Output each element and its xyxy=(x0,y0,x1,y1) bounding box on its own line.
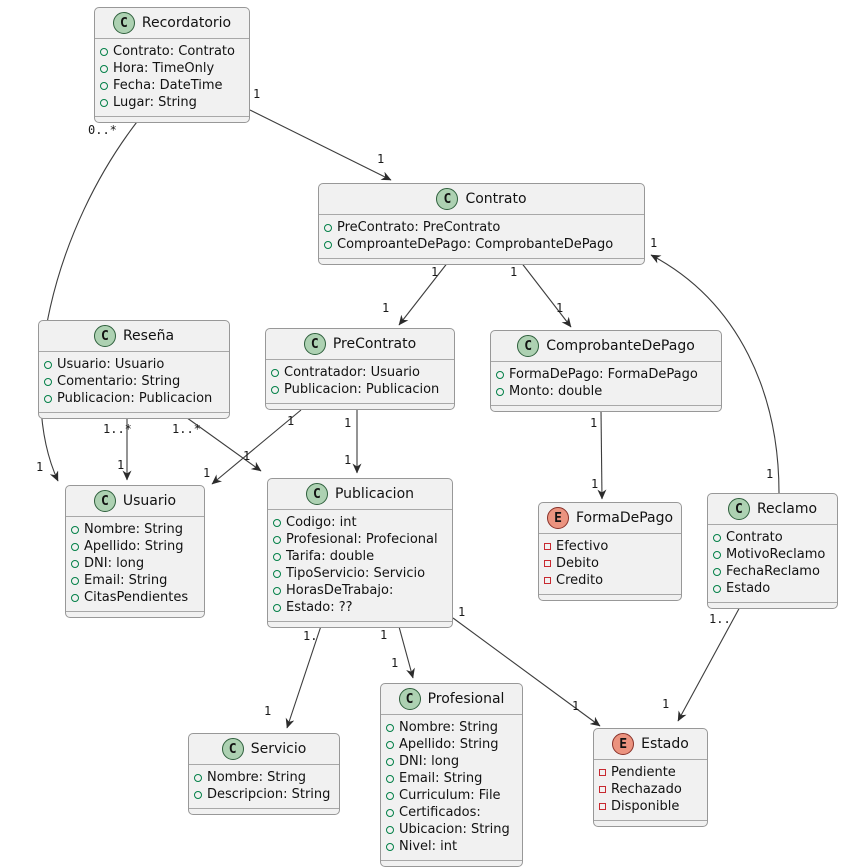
multiplicity-label: 1 xyxy=(287,414,295,428)
member-text: Tarifa: double xyxy=(286,549,375,564)
member-text: Monto: double xyxy=(509,384,603,399)
member-text: Disponible xyxy=(611,799,680,814)
field-visibility-icon xyxy=(324,224,332,232)
class-spot-icon: C xyxy=(94,490,116,512)
members-compartment xyxy=(189,764,339,809)
enum-item xyxy=(599,764,701,781)
class-box-recordatorio xyxy=(94,7,250,123)
class-title-bar xyxy=(491,331,721,361)
class-member xyxy=(713,546,831,563)
class-member xyxy=(496,383,715,400)
field-visibility-icon xyxy=(386,758,394,766)
class-member xyxy=(713,563,831,580)
member-text: Nombre: String xyxy=(399,720,498,735)
member-text: Publicacion: Publicacion xyxy=(57,391,213,406)
member-text: Estado: ?? xyxy=(286,600,353,615)
class-member xyxy=(194,786,333,803)
member-text: Debito xyxy=(556,556,599,571)
class-member xyxy=(273,531,446,548)
enum-item xyxy=(544,572,675,589)
enum-box-formadepago xyxy=(538,502,682,601)
class-box-contrato xyxy=(318,183,645,265)
field-visibility-icon xyxy=(273,570,281,578)
multiplicity-label: 1 xyxy=(380,628,388,642)
multiplicity-label: 1 xyxy=(36,460,44,474)
member-text: Lugar: String xyxy=(113,95,197,110)
member-text: Efectivo xyxy=(556,539,609,554)
field-visibility-icon xyxy=(44,361,52,369)
member-text: Publicacion: Publicacion xyxy=(284,382,440,397)
member-text: FormaDePago: FormaDePago xyxy=(509,367,698,382)
members-compartment xyxy=(66,516,204,612)
class-spot-icon: C xyxy=(399,688,421,710)
enum-spot-icon: E xyxy=(547,507,569,529)
class-name: Contrato xyxy=(465,191,527,207)
methods-compartment-empty xyxy=(268,622,452,627)
member-text: Contrato xyxy=(726,530,783,545)
class-box-servicio xyxy=(188,733,340,815)
field-visibility-icon xyxy=(100,82,108,90)
multiplicity-label: 1 xyxy=(264,704,272,718)
field-visibility-icon xyxy=(271,369,279,377)
field-visibility-icon xyxy=(100,65,108,73)
enum-item xyxy=(599,798,701,815)
member-text: Ubicacion: String xyxy=(399,822,510,837)
enum-item-icon xyxy=(599,803,606,810)
member-text: HorasDeTrabajo: xyxy=(286,583,394,598)
class-spot-icon: C xyxy=(306,483,328,505)
member-text: Profesional: Profecional xyxy=(286,532,438,547)
multiplicity-label: 1 xyxy=(431,265,439,279)
class-box-reclamo xyxy=(707,493,838,609)
class-title-bar xyxy=(594,729,707,759)
member-text: Curriculum: File xyxy=(399,788,501,803)
class-member xyxy=(386,838,516,855)
class-title-bar xyxy=(66,486,204,516)
class-title-bar xyxy=(381,684,522,714)
field-visibility-icon xyxy=(386,843,394,851)
class-name: Publicacion xyxy=(334,486,415,502)
class-member xyxy=(271,381,448,398)
edge-publicacion-to-profesional xyxy=(398,623,413,678)
class-member xyxy=(194,769,333,786)
class-member xyxy=(100,94,243,111)
member-text: Email: String xyxy=(399,771,483,786)
multiplicity-label: 1 xyxy=(662,697,670,711)
field-visibility-icon xyxy=(100,99,108,107)
multiplicity-label: 1 xyxy=(344,453,352,467)
multiplicity-label: 1 xyxy=(377,152,385,166)
member-text: Hora: TimeOnly xyxy=(113,61,215,76)
methods-compartment-empty xyxy=(381,861,522,866)
class-name: Reseña xyxy=(122,328,175,344)
member-text: Nombre: String xyxy=(84,522,183,537)
field-visibility-icon xyxy=(271,386,279,394)
members-compartment xyxy=(594,759,707,821)
class-member xyxy=(44,390,223,407)
edge-contrato-to-comprobantedepago xyxy=(517,257,571,327)
class-title-bar xyxy=(189,734,339,764)
field-visibility-icon xyxy=(71,526,79,534)
multiplicity-label: 1 xyxy=(243,449,251,463)
multiplicity-label: 1.. xyxy=(709,612,731,626)
field-visibility-icon xyxy=(71,577,79,585)
class-member xyxy=(713,580,831,597)
edge-comprobantedepago-to-formadepago xyxy=(601,410,602,499)
class-box-precontrato xyxy=(265,328,455,410)
field-visibility-icon xyxy=(713,551,721,559)
members-compartment xyxy=(268,509,452,622)
field-visibility-icon xyxy=(100,48,108,56)
field-visibility-icon xyxy=(496,388,504,396)
field-visibility-icon xyxy=(713,585,721,593)
class-box-publicacion xyxy=(267,478,453,628)
enum-spot-icon: E xyxy=(612,733,634,755)
multiplicity-label: 1..* xyxy=(103,422,132,436)
multiplicity-label: 0..* xyxy=(88,123,117,137)
field-visibility-icon xyxy=(273,519,281,527)
enum-item-icon xyxy=(544,577,551,584)
multiplicity-label: 1 xyxy=(458,605,466,619)
field-visibility-icon xyxy=(273,587,281,595)
member-text: Comentario: String xyxy=(57,374,181,389)
member-text: Estado xyxy=(726,581,771,596)
member-text: Email: String xyxy=(84,573,168,588)
methods-compartment-empty xyxy=(539,595,681,600)
class-spot-icon: C xyxy=(113,12,135,34)
member-text: DNI: long xyxy=(84,556,145,571)
methods-compartment-empty xyxy=(189,809,339,814)
multiplicity-label: 1 xyxy=(766,467,774,481)
member-text: Certificados: xyxy=(399,805,481,820)
multiplicity-label: 1 xyxy=(117,458,125,472)
enum-item xyxy=(544,555,675,572)
class-box-resena xyxy=(38,320,230,419)
class-member xyxy=(273,565,446,582)
multiplicity-label: 1 xyxy=(391,656,399,670)
enum-box-estado xyxy=(593,728,708,827)
field-visibility-icon xyxy=(713,568,721,576)
field-visibility-icon xyxy=(713,534,721,542)
field-visibility-icon xyxy=(386,809,394,817)
field-visibility-icon xyxy=(71,560,79,568)
class-box-usuario xyxy=(65,485,205,618)
class-name: Profesional xyxy=(427,691,505,707)
members-compartment xyxy=(491,361,721,406)
multiplicity-label: 1 xyxy=(203,466,211,480)
class-name: PreContrato xyxy=(332,336,417,352)
class-spot-icon: C xyxy=(94,325,116,347)
class-member xyxy=(273,582,446,599)
member-text: Contratador: Usuario xyxy=(284,365,420,380)
class-member xyxy=(71,589,198,606)
multiplicity-label: 1 xyxy=(572,699,580,713)
methods-compartment-empty xyxy=(39,413,229,418)
member-text: Credito xyxy=(556,573,604,588)
members-compartment xyxy=(39,351,229,413)
member-text: ComproanteDePago: ComprobanteDePago xyxy=(337,237,614,252)
members-compartment xyxy=(381,714,522,861)
member-text: Rechazado xyxy=(611,782,682,797)
field-visibility-icon xyxy=(273,604,281,612)
multiplicity-label: 1 xyxy=(344,416,352,430)
class-member xyxy=(386,719,516,736)
edge-recordatorio-to-contrato xyxy=(250,110,391,180)
class-member xyxy=(273,599,446,616)
member-text: DNI: long xyxy=(399,754,460,769)
multiplicity-label: 1 xyxy=(382,301,390,315)
members-compartment xyxy=(95,38,249,117)
member-text: Codigo: int xyxy=(286,515,357,530)
edge-contrato-to-precontrato xyxy=(399,257,452,325)
class-member xyxy=(386,787,516,804)
field-visibility-icon xyxy=(386,775,394,783)
field-visibility-icon xyxy=(324,241,332,249)
class-member xyxy=(71,521,198,538)
class-member xyxy=(713,529,831,546)
class-member xyxy=(100,60,243,77)
member-text: Nivel: int xyxy=(399,839,458,854)
class-member xyxy=(386,753,516,770)
class-member xyxy=(273,548,446,565)
class-member xyxy=(271,364,448,381)
class-name: Estado xyxy=(641,736,689,752)
class-spot-icon: C xyxy=(728,498,750,520)
field-visibility-icon xyxy=(44,395,52,403)
class-box-comprobantedepago xyxy=(490,330,722,412)
member-text: CitasPendientes xyxy=(84,590,189,605)
field-visibility-icon xyxy=(273,553,281,561)
field-visibility-icon xyxy=(386,826,394,834)
class-member xyxy=(386,804,516,821)
class-title-bar xyxy=(268,479,452,509)
enum-item xyxy=(544,538,675,555)
class-title-bar xyxy=(39,321,229,351)
members-compartment xyxy=(266,359,454,404)
field-visibility-icon xyxy=(194,774,202,782)
multiplicity-label: 1. xyxy=(303,629,318,643)
class-member xyxy=(44,373,223,390)
field-visibility-icon xyxy=(386,792,394,800)
class-title-bar xyxy=(708,494,837,524)
field-visibility-icon xyxy=(71,594,79,602)
field-visibility-icon xyxy=(44,378,52,386)
enum-item xyxy=(599,781,701,798)
field-visibility-icon xyxy=(386,724,394,732)
class-member xyxy=(324,236,638,253)
member-text: Fecha: DateTime xyxy=(113,78,223,93)
class-spot-icon: C xyxy=(304,333,326,355)
class-member xyxy=(496,366,715,383)
methods-compartment-empty xyxy=(319,259,644,264)
class-name: Recordatorio xyxy=(141,15,232,31)
members-compartment xyxy=(708,524,837,603)
enum-item-icon xyxy=(599,786,606,793)
field-visibility-icon xyxy=(71,543,79,551)
methods-compartment-empty xyxy=(66,612,204,617)
methods-compartment-empty xyxy=(95,117,249,122)
member-text: Apellido: String xyxy=(84,539,184,554)
class-title-bar xyxy=(319,184,644,214)
class-name: ComprobanteDePago xyxy=(546,338,695,354)
multiplicity-label: 1 xyxy=(253,87,261,101)
class-member xyxy=(71,555,198,572)
class-name: Servicio xyxy=(250,741,307,757)
member-text: Contrato: Contrato xyxy=(113,44,235,59)
class-spot-icon: C xyxy=(222,738,244,760)
class-name: Usuario xyxy=(122,493,177,509)
class-member xyxy=(273,514,446,531)
member-text: Nombre: String xyxy=(207,770,306,785)
class-member xyxy=(386,770,516,787)
multiplicity-label: 1 xyxy=(591,477,599,491)
multiplicity-label: 1 xyxy=(650,236,658,250)
methods-compartment-empty xyxy=(266,404,454,409)
class-member xyxy=(324,219,638,236)
member-text: Descripcion: String xyxy=(207,787,331,802)
methods-compartment-empty xyxy=(491,406,721,411)
class-title-bar xyxy=(266,329,454,359)
class-title-bar xyxy=(539,503,681,533)
enum-item-icon xyxy=(544,560,551,567)
class-box-profesional xyxy=(380,683,523,867)
class-name: Reclamo xyxy=(756,501,818,517)
member-text: TipoServicio: Servicio xyxy=(286,566,426,581)
member-text: Apellido: String xyxy=(399,737,499,752)
field-visibility-icon xyxy=(273,536,281,544)
field-visibility-icon xyxy=(386,741,394,749)
class-member xyxy=(100,77,243,94)
multiplicity-label: 1 xyxy=(556,301,564,315)
methods-compartment-empty xyxy=(708,603,837,608)
enum-item-icon xyxy=(544,543,551,550)
class-name: FormaDePago xyxy=(576,510,674,526)
field-visibility-icon xyxy=(194,791,202,799)
class-title-bar xyxy=(95,8,249,38)
member-text: Pendiente xyxy=(611,765,676,780)
member-text: FechaReclamo xyxy=(726,564,820,579)
multiplicity-label: 1 xyxy=(590,416,598,430)
class-member xyxy=(71,538,198,555)
class-member xyxy=(386,736,516,753)
multiplicity-label: 1..* xyxy=(172,422,201,436)
class-spot-icon: C xyxy=(436,188,458,210)
members-compartment xyxy=(319,214,644,259)
members-compartment xyxy=(539,533,681,595)
class-member xyxy=(71,572,198,589)
class-member xyxy=(100,43,243,60)
member-text: MotivoReclamo xyxy=(726,547,826,562)
multiplicity-label: 1 xyxy=(510,265,518,279)
field-visibility-icon xyxy=(496,371,504,379)
methods-compartment-empty xyxy=(594,821,707,826)
enum-item-icon xyxy=(599,769,606,776)
class-member xyxy=(386,821,516,838)
member-text: PreContrato: PreContrato xyxy=(337,220,501,235)
class-member xyxy=(44,356,223,373)
member-text: Usuario: Usuario xyxy=(57,357,165,372)
class-spot-icon: C xyxy=(517,335,539,357)
